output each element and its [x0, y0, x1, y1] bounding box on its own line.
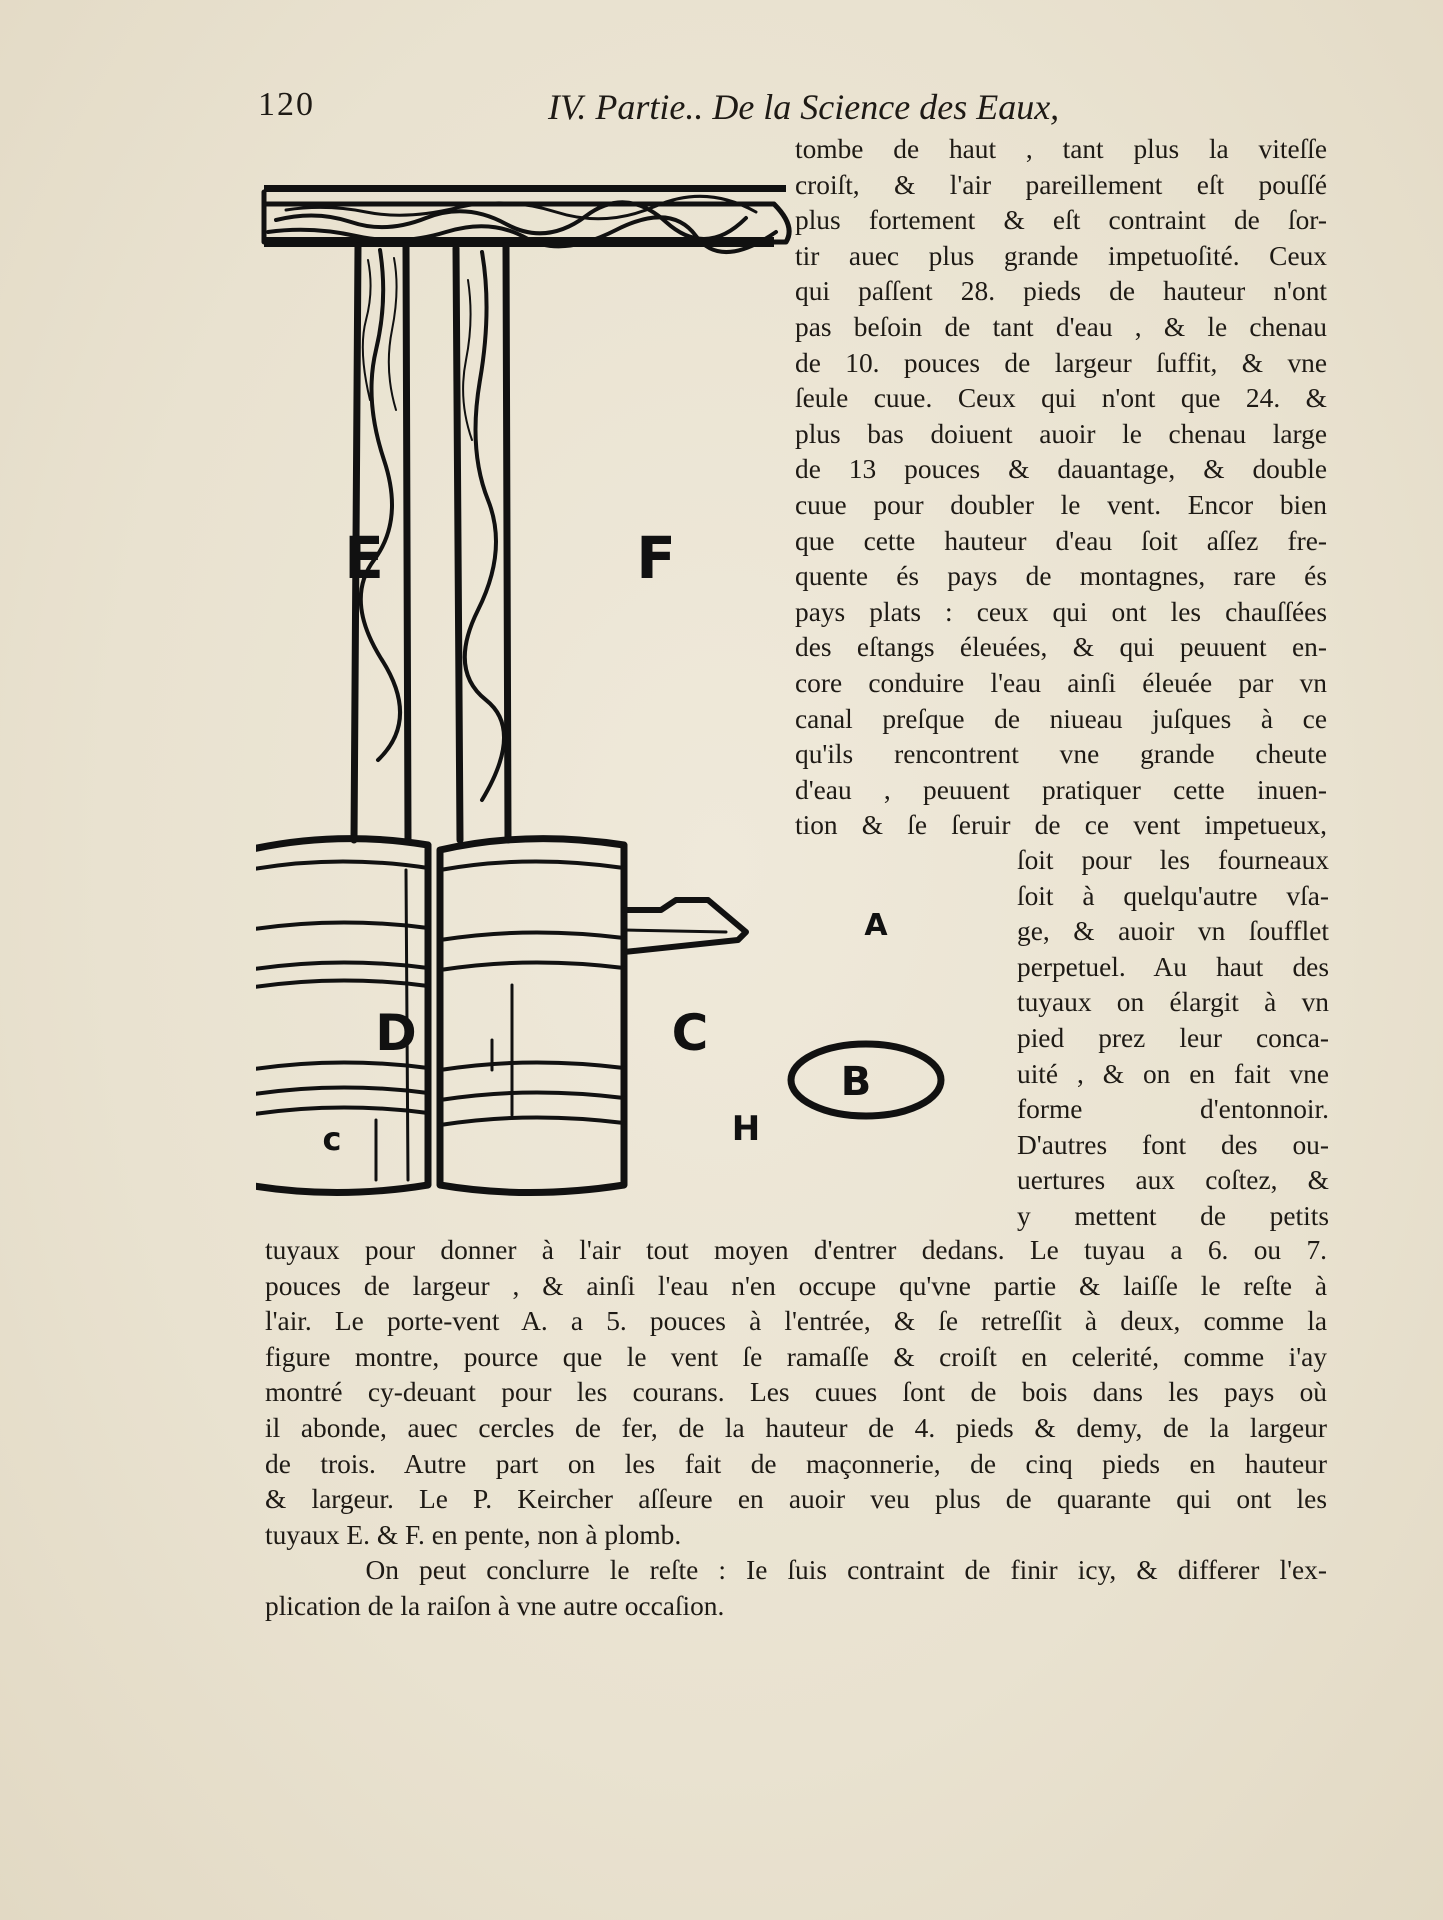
fig-label-e: E: [344, 524, 384, 592]
text-line: pays plats : ceux qui ont les chauſſées: [795, 596, 1327, 627]
text-line: d'eau , peuuent pratiquer cette inuen-: [795, 774, 1327, 805]
text-line: tion & ſe ſeruir de ce vent impetueux,: [795, 810, 1327, 841]
text-line: cuue pour doubler le vent. Encor bien: [795, 489, 1327, 520]
text-line: qui paſſent 28. pieds de hauteur n'ont: [795, 276, 1327, 307]
text-line: croiſt, & l'air pareillement eſt pouſſé: [795, 169, 1327, 200]
fig-label-f: F: [636, 524, 676, 592]
text-line: que cette hauteur d'eau ſoit aſſez fre-: [795, 525, 1327, 556]
text-line: des eſtangs éleuées, & qui peuuent en-: [795, 632, 1327, 663]
text-line: ſeule cuue. Ceux qui n'ont que 24. &: [795, 383, 1327, 414]
page-number: 120: [258, 86, 315, 123]
text-line: tuyaux on élargit à vn: [1017, 987, 1329, 1018]
fig-label-c-small: c: [322, 1120, 342, 1158]
text-line: On peut conclurre le reſte : Ie ſuis contraint de finir icy, & differer l'ex-: [265, 1555, 1327, 1586]
text-line: forme d'entonnoir.: [1017, 1094, 1329, 1125]
text-line: quente és pays de montagnes, rare és: [795, 561, 1327, 592]
body-text-top-column: [795, 132, 1327, 844]
pipe-f: [456, 246, 508, 840]
text-line: y mettent de petits: [1017, 1200, 1329, 1231]
text-line: ſoit à quelqu'autre vſa-: [1017, 880, 1329, 911]
text-line: D'autres font des ou-: [1017, 1129, 1329, 1160]
text-line: de 13 pouces & dauantage, & double: [795, 454, 1327, 485]
fig-label-h: H: [731, 1109, 761, 1149]
text-line: de trois. Autre part on les fait de maçonnerie, de cinq pieds en hauteur: [265, 1448, 1327, 1479]
text-line: uité , & on en fait vne: [1017, 1058, 1329, 1089]
text-line: plus fortement & eſt contraint de ſor-: [795, 205, 1327, 236]
fig-label-b: B: [840, 1059, 872, 1105]
text-line: tuyaux E. & F. en pente, non à plomb.: [265, 1519, 682, 1550]
text-line: de 10. pouces de largeur ſuffit, & vne: [795, 347, 1327, 378]
porte-vent-a: [624, 900, 746, 952]
running-title: IV. Partie.. De la Science des Eaux,: [548, 87, 1060, 127]
text-line: perpetuel. Au haut des: [1017, 951, 1329, 982]
page-header: [258, 86, 1118, 136]
text-line: l'air. Le porte-vent A. a 5. pouces à l'entrée, & ſe retreſſit à deux, comme la: [265, 1306, 1327, 1337]
text-line: pied prez leur conca-: [1017, 1022, 1329, 1053]
text-line: qu'ils rencontrent vne grande cheute: [795, 739, 1327, 770]
text-line: ge, & auoir vn ſoufflet: [1017, 916, 1329, 947]
text-line: tuyaux pour donner à l'air tout moyen d'entrer dedans. Le tuyau a 6. ou 7.: [265, 1235, 1327, 1265]
body-text-full-width: [265, 1233, 1327, 1625]
body-text-side-column: [1017, 843, 1329, 1235]
text-line: ſoit pour les fourneaux: [1017, 845, 1329, 875]
text-line: uertures aux coſtez, &: [1017, 1165, 1329, 1196]
text-line: plication de la raiſon à vne autre occaſion.: [265, 1590, 725, 1621]
text-line: tombe de haut , tant plus la viteſſe: [795, 134, 1327, 164]
text-line: pas beſoin de tant d'eau , & le chenau: [795, 311, 1327, 342]
text-line: il abonde, auec cercles de fer, de la hauteur de 4. pieds & demy, de la largeur: [265, 1412, 1327, 1443]
water-channel: [264, 140, 789, 252]
text-line: & largeur. Le P. Keircher aſſeure en auoir veu plus de quarante qui ont les: [265, 1484, 1327, 1515]
text-line: montré cy-deuant pour les courans. Les cuues ſont de bois dans les pays où: [265, 1377, 1327, 1408]
text-line: canal preſque de niueau juſques à ce: [795, 703, 1327, 734]
text-line: core conduire l'eau ainſi éleuée par vn: [795, 667, 1327, 698]
text-line: figure montre, pource que le vent ſe ramaſſe & croiſt en celerité, comme i'ay: [265, 1341, 1327, 1372]
text-line: pouces de largeur , & ainſi l'eau n'en occupe qu'vne partie & laiſſe le reſte à: [265, 1270, 1327, 1301]
fig-label-c: C: [671, 1004, 709, 1062]
fig-label-a: A: [864, 908, 888, 943]
fig-label-d: D: [375, 1004, 417, 1062]
vat-c: [440, 839, 624, 1193]
text-line: tir auec plus grande impetuoſité. Ceux: [795, 240, 1327, 271]
text-line: plus bas doiuent auoir le chenau large: [795, 418, 1327, 449]
